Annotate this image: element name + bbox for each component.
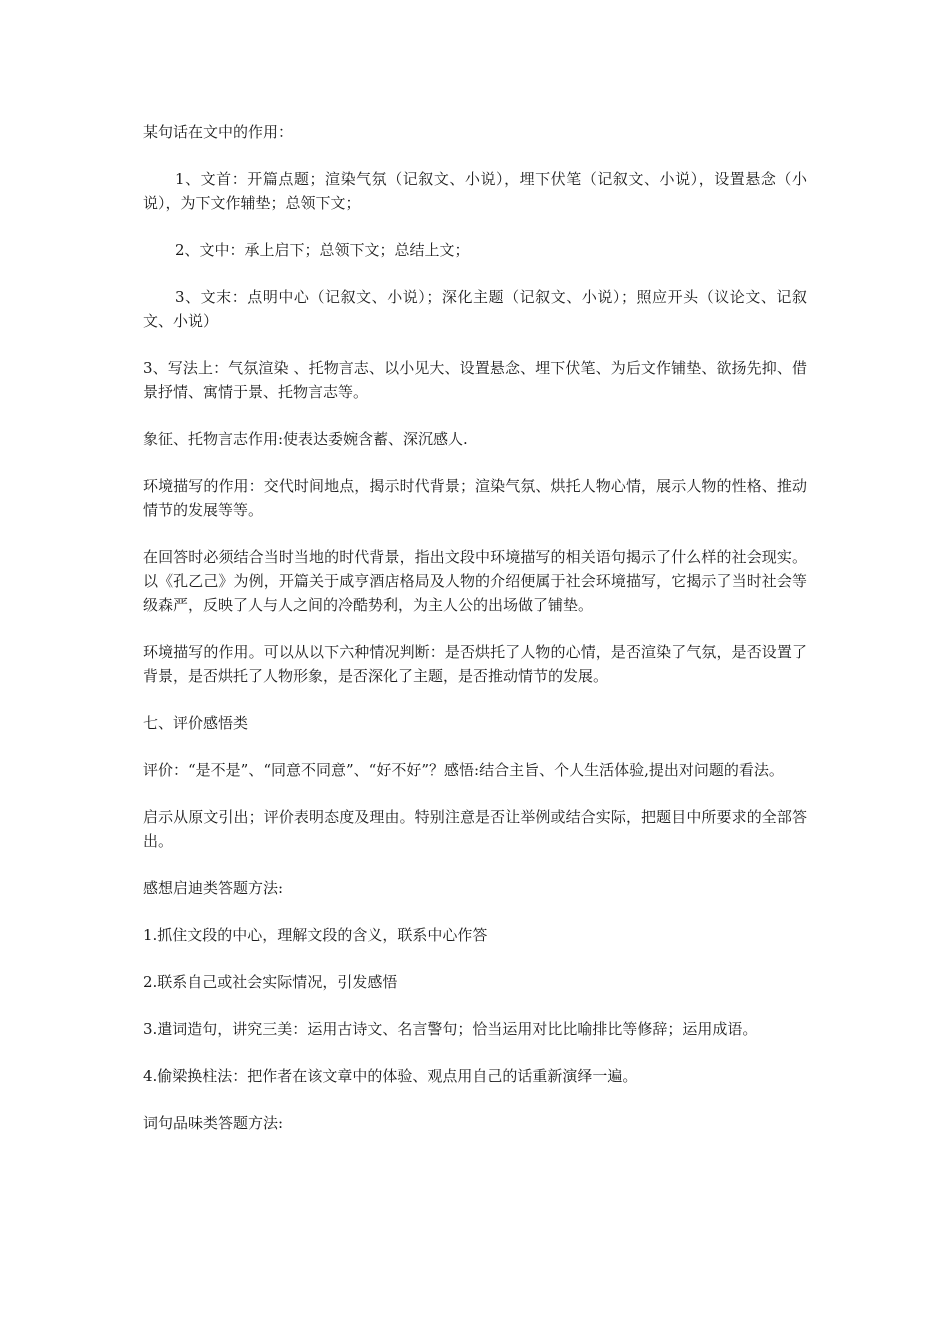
paragraph-environment-role: 环境描写的作用：交代时间地点，揭示时代背景；渲染气氛、烘托人物心情，展示人物的性格、推动情节的发展等等。 [143, 477, 807, 519]
paragraph-intro: 某句话在文中的作用： [143, 123, 294, 141]
paragraph-method-3: 3.遣词造句，讲究三美：运用古诗文、名言警句；恰当运用对比比喻排比等修辞；运用成语。 [143, 1020, 758, 1038]
document-body [143, 120, 807, 1158]
paragraph-method-4: 4.偷梁换柱法：把作者在该文章中的体验、观点用自己的话重新演绎一遍。 [143, 1067, 638, 1085]
paragraph-writing-methods: 3、写法上：气氛渲染 、托物言志、以小见大、设置悬念、埋下伏笔、为后文作铺垫、欲扬先抑、借景抒情、寓情于景、托物言志等。 [143, 359, 807, 401]
paragraph-method-heading: 感想启迪类答题方法: [143, 879, 284, 897]
paragraph-symbolism: 象征、托物言志作用:使表达委婉含蓄、深沉感人. [143, 430, 468, 448]
paragraph-word-taste-heading: 词句品味类答题方法: [143, 1114, 284, 1132]
paragraph-inspiration: 启示从原文引出；评价表明态度及理由。特别注意是否让举例或结合实际，把题目中所要求的全部答出。 [143, 808, 807, 850]
paragraph-evaluation: 评价：“是不是”、“同意不同意”、“好不好”？感悟:结合主旨、个人生活体验,提出对问题的看法。 [143, 761, 784, 779]
section-heading-evaluation: 七、评价感悟类 [143, 714, 249, 732]
paragraph-method-2: 2.联系自己或社会实际情况，引发感悟 [143, 973, 398, 991]
paragraph-item-1: 1、文首：开篇点题；渲染气氛（记叙文、小说），埋下伏笔（记叙文、小说），设置悬念（小说），为下文作辅垫；总领下文； [143, 170, 807, 212]
paragraph-item-3: 3、文末：点明中心（记叙文、小说）；深化主题（记叙文、小说）；照应开头（议论文、记叙文、小说） [143, 288, 807, 330]
paragraph-environment-judgement: 环境描写的作用。可以从以下六种情况判断：是否烘托了人物的心情，是否渲染了气氛，是否设置了背景，是否烘托了人物形象，是否深化了主题，是否推动情节的发展。 [143, 643, 807, 685]
paragraph-item-2: 2、文中：承上启下；总领下文；总结上文； [175, 241, 470, 259]
paragraph-answer-context: 在回答时必须结合当时当地的时代背景，指出文段中环境描写的相关语句揭示了什么样的社会现实。以《孔乙己》为例，开篇关于咸亨酒店格局及人物的介绍便属于社会环境描写，它揭示了当时社会等级森严，反映了人与人之间的冷酷势利，为主人公的出场做了铺垫。 [143, 548, 807, 614]
paragraph-method-1: 1.抓住文段的中心，理解文段的含义，联系中心作答 [143, 926, 488, 944]
